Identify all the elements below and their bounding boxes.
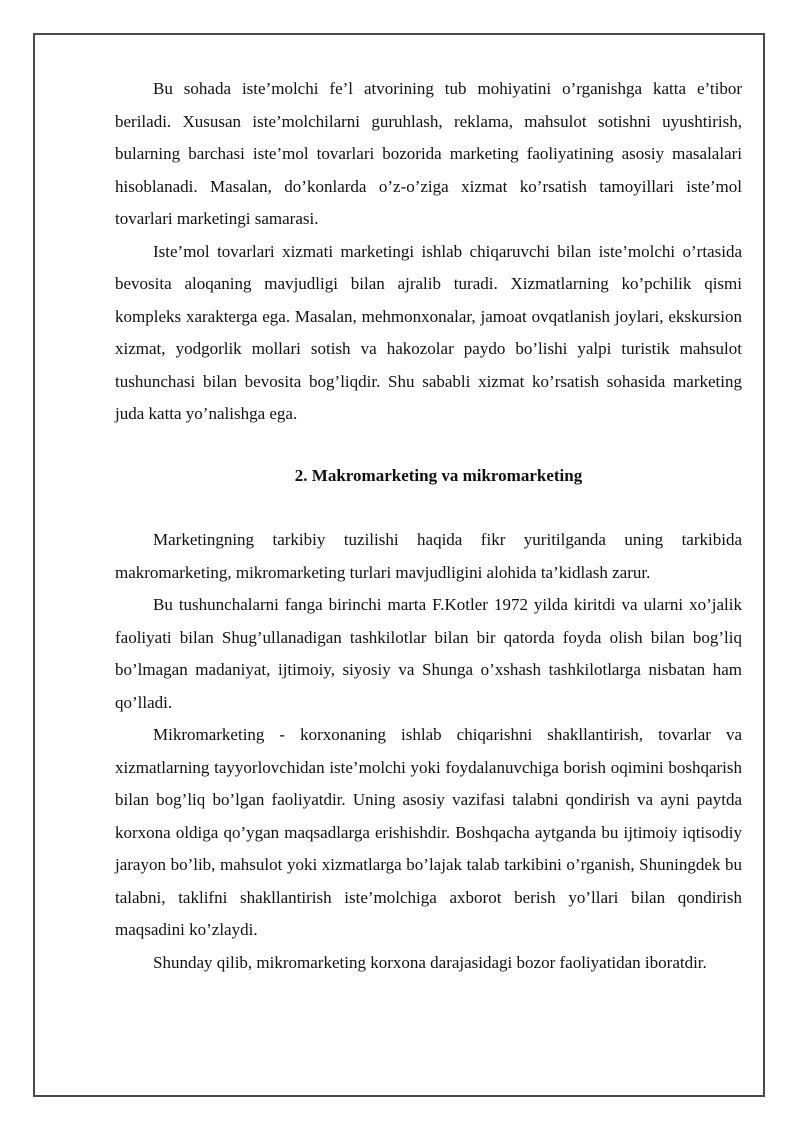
paragraph: Bu tushunchalarni fanga birinchi marta F.Kotler 1972 yilda kiritdi va ularni xo’jalik faoliyati bilan Shug’ullanadigan tashkilotlar bilan bir qatorda foyda olish bilan bog’liq bo’lmagan madaniyat, ijtimoiy, siyosiy va Shunga o’xshash tashkilotlarga nisbatan ham qo’lladi. xyxy=(115,595,742,712)
paragraph: Bu sohada iste’molchi fe’l atvorining tub mohiyatini o’rganishga katta e’tibor beriladi. Xususan iste’molchilarni guruhlash, reklama, mahsulot sotishni uyushtirish, bularning barchasi iste’mol tovarlari bozorida marketing faoliyatining asosiy masalalari hisoblanadi. Masalan, do’konlarda o’z-o’ziga xizmat ko’rsatish tamoyillari iste’mol tovarlari marketingi samarasi. xyxy=(115,79,742,228)
section-heading: 2. Makromarketing va mikromarketing xyxy=(294,465,583,485)
paragraph: Mikromarketing - korxonaning ishlab chiqarishni shakllantirish, tovarlar va xizmatlarning tayyorlovchidan iste’molchi yoki foydalanuvchiga borish oqimini boshqarish bilan bog’liq bo’lgan faoliyatdir. Uning asosiy vazifasi talabni qondirish va ayni paytda korxona oldiga qo’ygan maqsadlarga erishishdir. Boshqacha aytganda bu ijtimoiy iqtisodiy jarayon bo’lib, mahsulot yoki xizmatlarga bo’lajak talab tarkibini o’rganish, Shuningdek bu talabni, taklifni shakllantirish iste’molchiga axborot berish yo’llari bilan qondirish maqsadini ko’zlaydi. xyxy=(115,725,742,939)
paragraph: Iste’mol tovarlari xizmati marketingi ishlab chiqaruvchi bilan iste’molchi o’rtasida bevosita aloqaning mavjudligi bilan ajralib turadi. Xizmatlarning ko’pchilik qismi kompleks xarakterga ega. Masalan, mehmonxonalar, jamoat ovqatlanish joylari, ekskursion xizmat, yodgorlik mollari sotish va hakozolar paydo bo’lishi yalpi turistik mahsulot tushunchasi bilan bevosita bog’liqdir. Shu sababli xizmat ko’rsatish sohasida marketing juda katta yo’nalishga ega. xyxy=(115,241,742,423)
document-body xyxy=(115,73,742,979)
paragraph: Marketingning tarkibiy tuzilishi haqida fikr yuritilganda uning tarkibida makromarketing, mikromarketing turlari mavjudligini alohida ta’kidlash zarur. xyxy=(115,530,742,582)
paragraph: Shunday qilib, mikromarketing korxona darajasidagi bozor faoliyatidan iboratdir. xyxy=(153,952,707,972)
